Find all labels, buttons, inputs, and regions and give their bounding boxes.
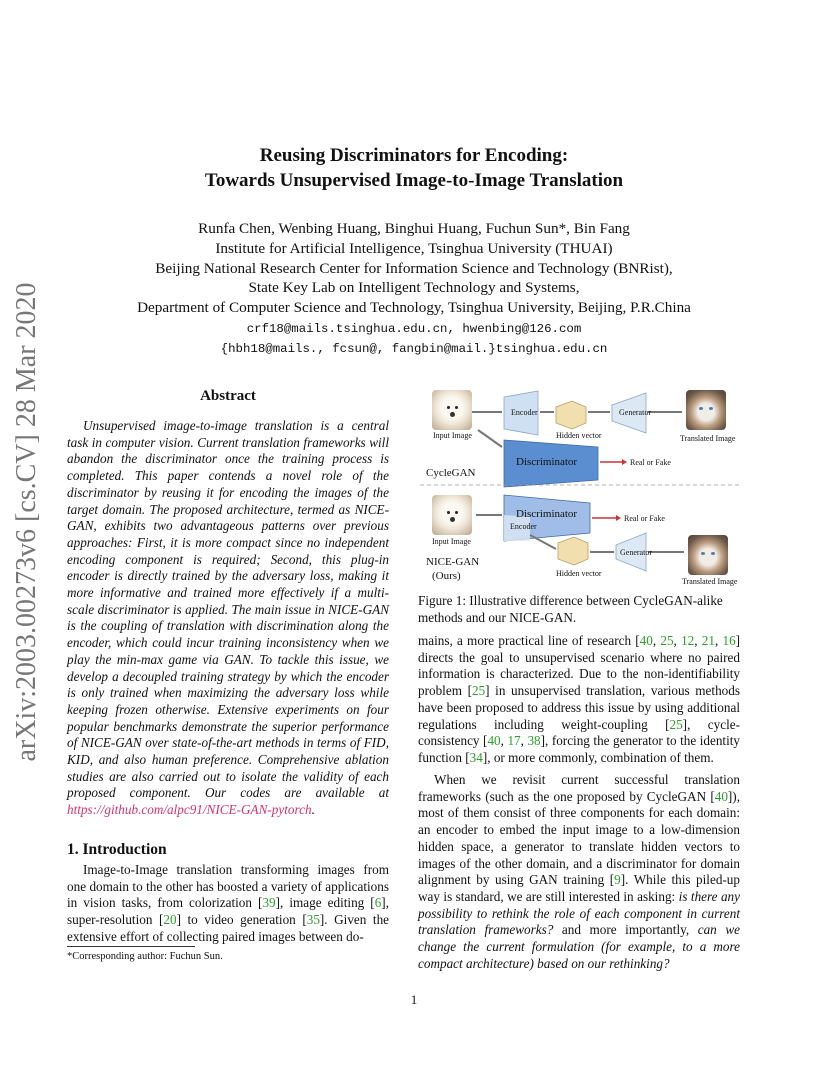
- affiliation: Beijing National Research Center for Information Science and Technology (BNRist),: [155, 259, 673, 277]
- label-generator: Generator: [619, 408, 651, 417]
- citation-link[interactable]: 21: [701, 633, 715, 648]
- citation-link[interactable]: 40: [639, 633, 653, 648]
- email-line: crf18@mails.tsinghua.edu.cn, hwenbing@126.com: [246, 321, 582, 336]
- abstract-text: Unsupervised image-to-image translation is a central task in computer vision. Current translation frameworks will abandon the discriminator once the training process is completed. This paper contends a novel role of the discriminator by reusing it for encoding the images of the target domain. The proposed architecture, termed as NICE-GAN, exhibits two advantageous patterns over previous approaches: First, it is more compact since no independent encoding component is required; Second, this plug-in encoder is directly trained by the adversary loss, making it more informative and trained more effectively if a multi-scale discriminator is applied. The main issue in NICE-GAN is the coupling of translation with discrimination along the encoder, which could incur training inconsistency when we play the min-max game via GAN. To tackle this issue, we develop a decoupled training strategy by which the encoder is only trained when maximizing the adversary loss while keeping frozen otherwise. Extensive experiments on four popular benchmarks demonstrate the superior performance of NICE-GAN over state-of-the-art methods in terms of FID, KID, and also human preference. Comprehensive ablation studies are also carried out to isolate the validity of each proposed component. Our codes are available at: [67, 418, 389, 801]
- affiliation: Department of Computer Science and Technology, Tsinghua University, Beijing, P.R.China: [137, 299, 691, 317]
- author-list: Runfa Chen, Wenbing Huang, Binghui Huang, Fuchun Sun*, Bin Fang: [198, 220, 630, 237]
- citation-link[interactable]: 9: [614, 872, 621, 888]
- body-paragraph: mains, a more practical line of research [40, 25, 12, 21, 16] directs the goal to unsupervised scenario where no paired information is characterized. Due to the non-identifiability problem [25] in unsupervised translation, various methods have been proposed to address this issue by using additional regulations including weight-coupling [25], cycle-consistency [40, 17, 38], forcing the generator to the identity function [34], or more commonly, combination of them.: [418, 633, 741, 765]
- title-line-2: Towards Unsupervised Image-to-Image Translation: [204, 170, 624, 191]
- label-cyclegan: CycleGAN: [426, 467, 476, 479]
- label-encoder: Encoder: [510, 522, 537, 531]
- arxiv-id: arXiv:2003.00273v6 [cs.CV] 28 Mar 2020: [11, 282, 42, 762]
- citation-link[interactable]: 40: [487, 733, 501, 749]
- citation-link[interactable]: 34: [469, 749, 483, 765]
- translated-cat-image: [686, 390, 726, 430]
- label-hidden-vector: Hidden vector: [556, 431, 602, 440]
- citation-link[interactable]: 6: [374, 895, 382, 911]
- citation-link[interactable]: 17: [507, 733, 521, 749]
- label-translated-image: Translated Image: [682, 577, 738, 586]
- label-hidden-vector: Hidden vector: [556, 569, 602, 578]
- citation-link[interactable]: 38: [527, 733, 541, 749]
- abstract-body: Unsupervised image-to-image translation is a central task in computer vision. Current translation frameworks will abandon the discriminator once the training process is completed. This paper contends a novel role of the discriminator by reusing it for encoding the images of the target domain. The proposed architecture, termed as NICE-GAN, exhibits two advantageous patterns over previous approaches: First, it is more compact since no independent encoding component is required; Second, this plug-in encoder is directly trained by the adversary loss, making it more informative and trained more effectively if a multi-scale discriminator is applied. The main issue in NICE-GAN is the coupling of translation with discrimination along the encoder, which could incur training inconsistency when we play the min-max game via GAN. To tackle this issue, we develop a decoupled training strategy by which the encoder is only trained when maximizing the adversary loss while keeping frozen otherwise. Extensive experiments on four popular benchmarks demonstrate the superior performance of NICE-GAN over state-of-the-art methods in terms of FID, KID, and also human preference. Comprehensive ablation studies are also carried out to isolate the validity of each proposed component. Our codes are available at https://github.com/alpc91/NICE-GAN-pytorch.: [67, 418, 389, 818]
- label-input-image: Input Image: [433, 431, 472, 440]
- footnote-rule: [67, 946, 195, 947]
- email-line: {hbh18@mails., fcsun@, fangbin@mail.}tsinghua.edu.cn: [220, 341, 608, 356]
- affiliation: State Key Lab on Intelligent Technology and Systems,: [248, 279, 580, 297]
- figure-1: [420, 385, 740, 590]
- citation-link[interactable]: 40: [714, 788, 728, 804]
- figure-caption: Figure 1: Illustrative difference between CycleGAN-alike methods and our NICE-GAN.: [418, 593, 723, 625]
- citation-link[interactable]: 12: [681, 633, 695, 648]
- input-dog-image: [432, 390, 472, 430]
- label-nicegan: NICE-GAN: [426, 556, 480, 568]
- label-encoder: Encoder: [511, 408, 538, 417]
- label-input-image: Input Image: [432, 537, 471, 546]
- abstract-heading: Abstract: [200, 388, 256, 404]
- label-ours: (Ours): [432, 570, 461, 582]
- input-dog-image: [432, 495, 472, 535]
- arxiv-stamp: [5, 282, 49, 762]
- citation-link[interactable]: 39: [262, 895, 276, 911]
- citation-link[interactable]: 35: [306, 912, 320, 928]
- nice-hidden-vector-shape: [558, 537, 588, 565]
- label-generator: Generator: [620, 548, 652, 557]
- page-number: 1: [410, 992, 418, 1007]
- body-paragraph: When we revisit current successful translation frameworks (such as the one proposed by CycleGAN [40]), most of them consist of three components for each domain: an encoder to embed the input image to a low-dimension hidden space, a generator to translate hidden vectors to images of the other domain, and a discriminator for domain alignment by using GAN training [9]. While this piled-up way is standard, we are still interested in asking: is there any possibility to rethink the role of each component in current translation frameworks? and more importantly, can we change the current formulation (for example, to a more compact architecture) based on our rethinking?: [418, 772, 740, 971]
- hidden-vector-shape: [556, 401, 586, 429]
- citation-link[interactable]: 16: [722, 633, 736, 648]
- footnote: *Corresponding author: Fuchun Sun.: [67, 951, 223, 962]
- label-real-or-fake: Real or Fake: [630, 458, 671, 467]
- label-discriminator: Discriminator: [516, 456, 578, 468]
- label-discriminator: Discriminator: [516, 508, 578, 520]
- author-block: [0, 219, 828, 360]
- label-real-or-fake: Real or Fake: [624, 514, 665, 523]
- citation-link[interactable]: 25: [669, 716, 683, 732]
- citation-link[interactable]: 20: [163, 912, 177, 928]
- paper-title: [0, 143, 828, 193]
- affiliation: Institute for Artificial Intelligence, Tsinghua University (THUAI): [215, 239, 613, 257]
- intro-heading: 1. Introduction: [67, 841, 167, 858]
- translated-cat-image: [688, 535, 728, 575]
- citation-link[interactable]: 25: [660, 633, 674, 648]
- intro-paragraph: Image-to-Image translation transforming images from one domain to the other has boosted a variety of applications in vision tasks, from colorization [39], image editing [6], super-resolution [20] to video generation [35]. Given the extensive effort of collecting paired images between do-: [67, 862, 390, 944]
- code-link[interactable]: https://github.com/alpc91/NICE-GAN-pytorch: [67, 802, 312, 818]
- title-line-1: Reusing Discriminators for Encoding:: [259, 145, 569, 166]
- citation-link[interactable]: 25: [471, 683, 486, 699]
- label-translated-image: Translated Image: [680, 434, 736, 443]
